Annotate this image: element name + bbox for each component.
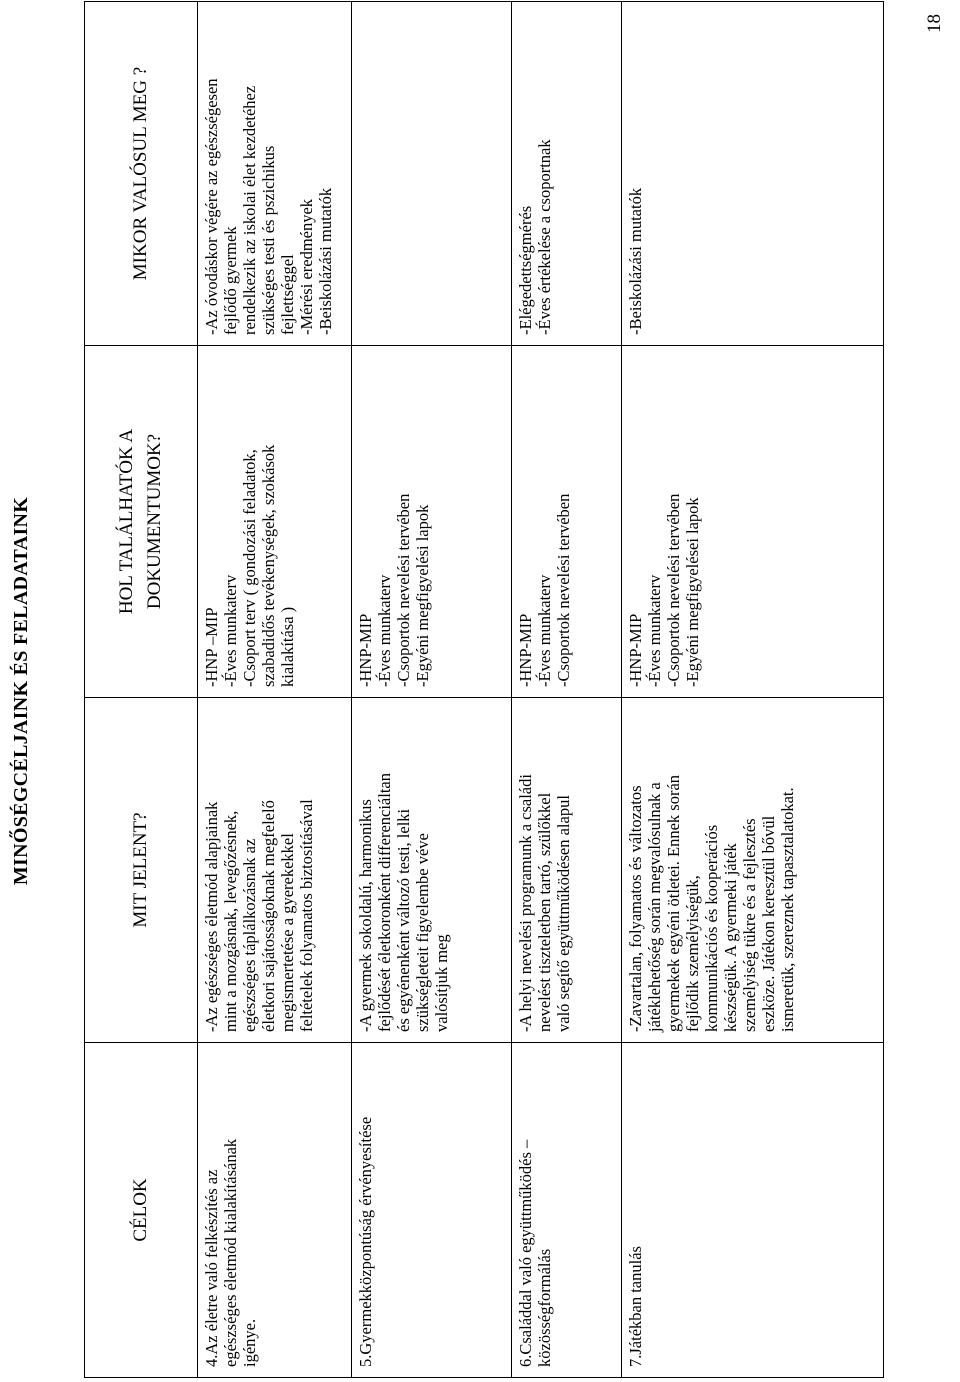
text-line: -Mérési eredmények xyxy=(297,198,316,335)
goal-cell xyxy=(512,1043,622,1378)
header-when: MIKOR VALÓSUL MEG ? xyxy=(85,2,198,346)
text-line: -Éves munkaterv xyxy=(375,574,394,687)
header-meaning: MIT JELENT? xyxy=(85,698,198,1043)
header-documents xyxy=(85,346,198,698)
text-line: -Éves munkaterv xyxy=(645,574,664,687)
text-line: szükségleteit figyelembe véve xyxy=(413,833,432,1032)
header-documents-line2: DOKUMENTUMOK? xyxy=(144,433,165,610)
table-header-row xyxy=(85,2,198,1378)
text-line: -Csoportok nevelési tervében xyxy=(554,493,573,687)
text-line: ismeretük, szereznek tapasztalatokat. xyxy=(778,787,797,1032)
when-cell xyxy=(512,2,622,346)
text-line: -A gyermek sokoldalú, harmonikus xyxy=(356,799,375,1032)
documents-cell xyxy=(622,346,884,698)
text-line: -Csoportok nevelési tervében xyxy=(394,493,413,687)
header-goals: CÉLOK xyxy=(85,1043,198,1378)
text-line: szükséges testi és pszichikus xyxy=(259,145,278,335)
text-line: kialakítása ) xyxy=(278,606,297,687)
text-line: és egyénenként változó testi, lelki xyxy=(394,808,413,1032)
meaning-cell xyxy=(198,698,352,1043)
text-line: rendelkezik az iskolai élet kezdetéhez xyxy=(240,85,259,335)
text-line: való segítő együttműködésen alapul xyxy=(554,795,573,1032)
meaning-cell xyxy=(512,698,622,1043)
text-line: -Az óvodáskor végére az egészségesen xyxy=(202,78,221,335)
documents-cell xyxy=(352,346,512,698)
documents-cell xyxy=(512,346,622,698)
text-line: -A helyi nevelési programunk a családi xyxy=(516,774,535,1032)
text-line: -Csoport terv ( gondozási feladatok, xyxy=(240,449,259,687)
text-line: készségük. A gyermeki játék xyxy=(721,843,740,1032)
text-line: fejlettséggel xyxy=(278,254,297,335)
text-line: -Éves munkaterv xyxy=(535,574,554,687)
text-line: -Egyéni megfigyelései lapok xyxy=(683,497,702,687)
text-line: játéklehetőség során megvalósulnak a xyxy=(645,782,664,1032)
text-line: -Elégedettségmérés xyxy=(516,205,535,335)
text-line: -HNP-MIP xyxy=(356,613,375,687)
goal-cell xyxy=(622,1043,884,1378)
goals-table xyxy=(84,1,884,1378)
text-line: személyiség tükre és a fejlesztés xyxy=(740,818,759,1032)
text-line: fejlődik személyiségük, xyxy=(683,875,702,1032)
text-line: egészséges életmód kialakításának xyxy=(221,1138,240,1367)
documents-cell xyxy=(198,346,352,698)
header-documents-line1: HOL TALÁLHATÓK A xyxy=(116,428,137,615)
text-line: -HNP –MIP xyxy=(202,607,221,687)
text-line: -Éves munkaterv xyxy=(221,574,240,687)
text-line: megismertetése a gyerekekkel xyxy=(278,833,297,1032)
text-line: 6.Családdal való együttműködés – xyxy=(516,1139,535,1367)
text-line: valósítjuk meg xyxy=(432,934,451,1032)
text-line: fejlődését életkoronként differenciáltan xyxy=(375,773,394,1032)
text-line: szabadidős tevékenységek, szokások xyxy=(259,444,278,687)
text-line: 4.Az életre való felkészítés az xyxy=(202,1169,221,1367)
table-row xyxy=(622,2,884,1378)
text-line: egészséges táplálkozásnak az xyxy=(240,838,259,1032)
text-line: -Egyéni megfigyelési lapok xyxy=(413,504,432,687)
text-line: -Az egészséges életmód alapjainak xyxy=(202,801,221,1032)
meaning-cell xyxy=(352,698,512,1043)
when-cell xyxy=(352,2,512,346)
text-line: 7.Játékban tanulás xyxy=(626,1246,645,1367)
text-line: feltételek folyamatos biztosításával xyxy=(297,799,316,1032)
text-line: eszköze. Játékon keresztül bővül xyxy=(759,815,778,1032)
table-row xyxy=(512,2,622,1378)
text-line: mint a mozgásnak, levegőzésnek, xyxy=(221,810,240,1032)
text-line: kommunikációs és kooperációs xyxy=(702,824,721,1032)
text-line: -Beiskolázási mutatók xyxy=(316,187,335,335)
text-line: igénye. xyxy=(240,1318,259,1367)
text-line: -Beiskolázási mutatók xyxy=(626,187,645,335)
text-line: -Éves értékelése a csoportnak xyxy=(535,139,554,335)
goal-cell xyxy=(198,1043,352,1378)
text-line: életkori sajátosságoknak megfelelő xyxy=(259,800,278,1032)
text-line: -HNP-MIP xyxy=(626,613,645,687)
text-line: -HNP-MIP xyxy=(516,613,535,687)
text-line: -Csoportok nevelési tervében xyxy=(664,493,683,687)
text-line: gyermekek egyéni ötletei. Ennek során xyxy=(664,774,683,1032)
text-line: -Zavartalan, folyamatos és változatos xyxy=(626,785,645,1032)
text-line: 5.Gyermekközpontúság érvényesítése xyxy=(356,1116,375,1367)
when-cell xyxy=(198,2,352,346)
goal-cell xyxy=(352,1043,512,1378)
meaning-cell xyxy=(622,698,884,1043)
text-line: nevelést tiszteletben tartó, szülőkkel xyxy=(535,792,554,1032)
when-cell xyxy=(622,2,884,346)
page-title: MINŐSÉGCÉLJAINK ÉS FELADATAINK xyxy=(10,496,32,886)
page-number: 18 xyxy=(924,14,945,33)
table-row xyxy=(352,2,512,1378)
text-line: fejlődő gyermek xyxy=(221,226,240,335)
table-row xyxy=(198,2,352,1378)
text-line: közösségformálás xyxy=(535,1248,554,1367)
